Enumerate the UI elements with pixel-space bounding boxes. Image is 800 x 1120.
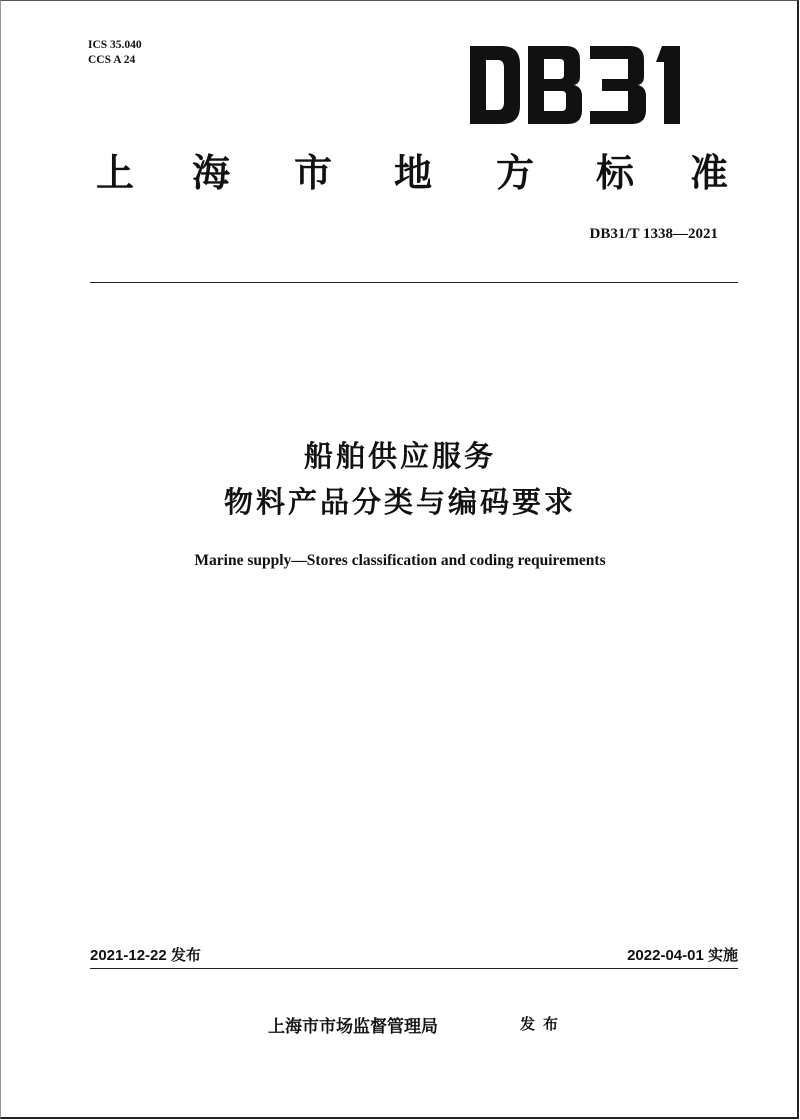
std-char: 地 [394,151,433,195]
std-char: 市 [294,151,333,195]
title-cn-line2: 物料产品分类与编码要求 [223,485,576,519]
db31-logo [468,44,698,126]
title-cn-line1: 船舶供应服务 [303,439,496,473]
ics-code: ICS 35.040 [88,39,142,51]
title-en: Marine supply—Stores classification and coding requirements [194,552,606,569]
classification-codes [88,38,142,68]
release-date: 2021-12-22 发布 [90,947,201,964]
issuer-name: 上海市市场监督管理局 [268,1017,438,1037]
std-char: 方 [496,151,535,195]
standard-type-title [88,148,738,198]
implement-date: 2022-04-01 实施 [627,947,738,964]
std-char: 上 [96,151,135,195]
bottom-divider [90,968,738,969]
top-divider [90,282,738,283]
standard-number: DB31/T 1338—2021 [589,226,718,242]
std-char: 标 [596,151,635,195]
issuer-action: 发布 [520,1015,567,1033]
std-char: 海 [192,151,231,195]
ccs-code: CCS A 24 [88,54,136,66]
std-char: 准 [690,151,729,195]
